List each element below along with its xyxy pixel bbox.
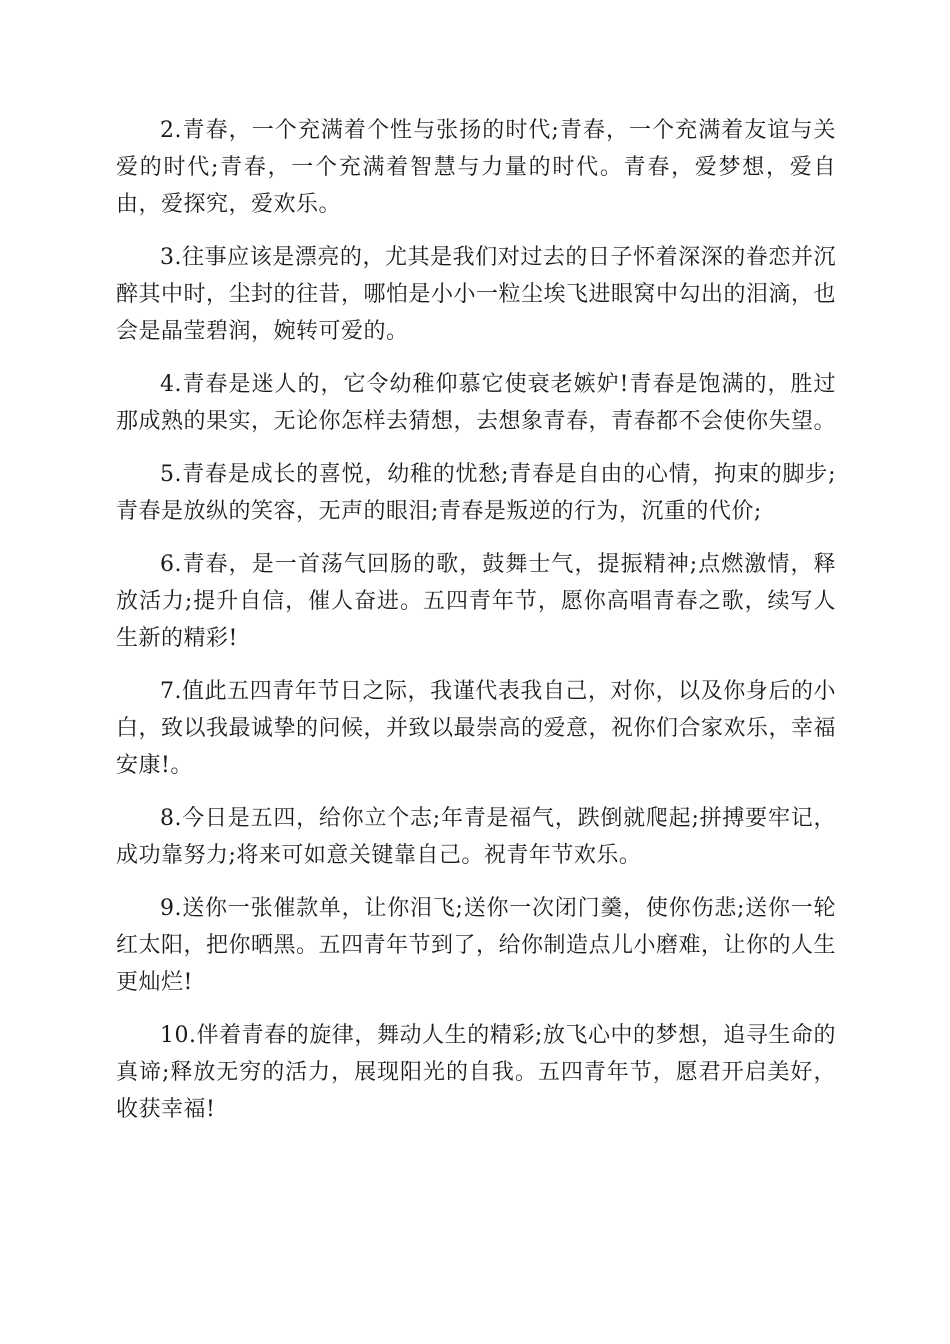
paragraph-2: 2.青春，一个充满着个性与张扬的时代;青春，一个充满着友谊与关爱的时代;青春，一个充满着智慧与力量的时代。青春，爱梦想，爱自由，爱探究，爱欢乐。 <box>116 118 836 217</box>
paragraph-7: 7.值此五四青年节日之际，我谨代表我自己，对你，以及你身后的小白，致以我最诚挚的问候，并致以最崇高的爱意，祝你们合家欢乐，幸福安康!。 <box>116 679 837 778</box>
paragraph-8: 8.今日是五四，给你立个志;年青是福气，跌倒就爬起;拼搏要牢记，成功靠努力;将来可如意关键靠自己。祝青年节欢乐。 <box>116 806 836 868</box>
paragraph-5: 5.青春是成长的喜悦，幼稚的忧愁;青春是自由的心情，拘束的脚步;青春是放纵的笑容，无声的眼泪;青春是叛逆的行为，沉重的代价; <box>116 462 836 524</box>
paragraph-3: 3.往事应该是漂亮的，尤其是我们对过去的日子怀着深深的眷恋并沉醉其中时，尘封的往昔，哪怕是小小一粒尘埃飞进眼窝中勾出的泪滴，也会是晶莹碧润，婉转可爱的。 <box>116 245 837 344</box>
paragraph-10: 10.伴着青春的旋律，舞动人生的精彩;放飞心中的梦想，追寻生命的真谛;释放无穷的活力，展现阳光的自我。五四青年节，愿君开启美好，收获幸福! <box>116 1023 836 1122</box>
paragraph-9: 9.送你一张催款单，让你泪飞;送你一次闭门羹，使你伤悲;送你一轮红太阳，把你晒黑。五四青年节到了，给你制造点儿小磨难，让你的人生更灿烂! <box>116 896 837 995</box>
paragraph-6: 6.青春，是一首荡气回肠的歌，鼓舞士气，提振精神;点燃激情，释放活力;提升自信，催人奋进。五四青年节，愿你高唱青春之歌，续写人生新的精彩! <box>116 552 836 651</box>
paragraph-4: 4.青春是迷人的，它令幼稚仰慕它使衰老嫉妒!青春是饱满的，胜过那成熟的果实，无论你怎样去猜想，去想象青春，青春都不会使你失望。 <box>116 372 837 434</box>
document-body <box>116 112 836 1144</box>
